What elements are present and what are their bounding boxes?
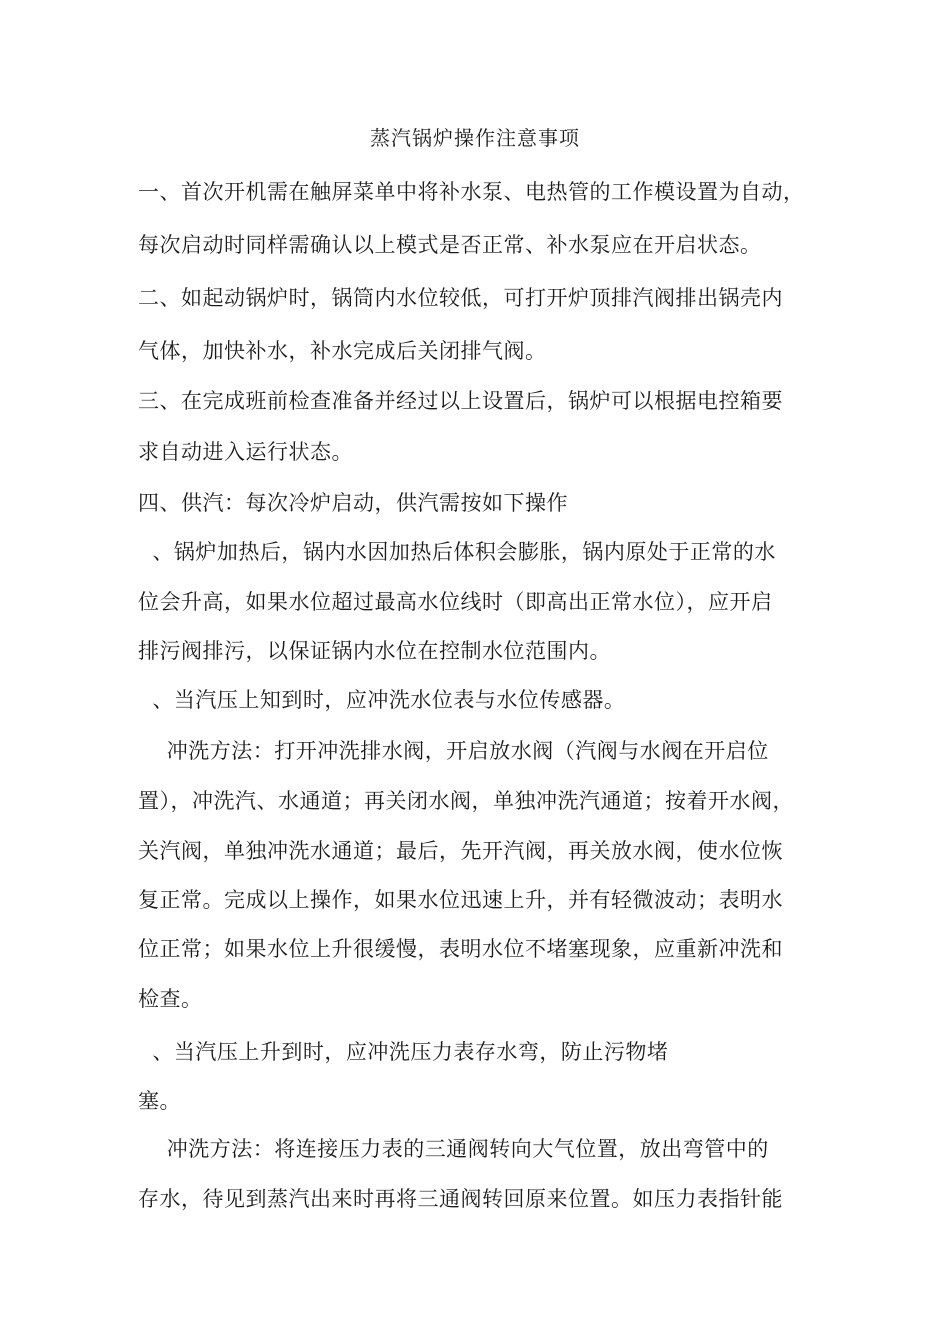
paragraph-line: 每次启动时同样需确认以上模式是否正常、补水泵应在开启状态。 xyxy=(138,233,762,257)
paragraph-line: 冲洗方法：将连接压力表的三通阀转向大气位置，放出弯管中的 xyxy=(138,1137,769,1161)
paragraph-line: 三、在完成班前检查准备并经过以上设置后，锅炉可以根据电控箱要 xyxy=(138,389,783,413)
document-title: 蒸汽锅炉操作注意事项 xyxy=(370,126,580,150)
paragraph-line: 排污阀排污，以保证锅内水位在控制水位范围内。 xyxy=(138,639,611,663)
paragraph-line: 关汽阀，单独冲洗水通道；最后，先开汽阀，再关放水阀，使水位恢 xyxy=(138,839,783,863)
paragraph-line: 检查。 xyxy=(138,987,203,1011)
paragraph-line: 、锅炉加热后，锅内水因加热后体积会膨胀，锅内原处于正常的水 xyxy=(138,540,776,564)
paragraph-line: 气体，加快补水，补水完成后关闭排气阀。 xyxy=(138,339,547,363)
paragraph-line: 位正常；如果水位上升很缓慢，表明水位不堵塞现象，应重新冲洗和 xyxy=(138,937,783,961)
paragraph-line: 求自动进入运行状态。 xyxy=(138,440,353,464)
paragraph-line: 、当汽压上知到时，应冲洗水位表与水位传感器。 xyxy=(138,688,626,712)
paragraph-line: 一、首次开机需在触屏菜单中将补水泵、电热管的工作模设置为自动， xyxy=(138,180,805,204)
paragraph-line: 塞。 xyxy=(138,1089,181,1113)
paragraph-line: 冲洗方法：打开冲洗排水阀，开启放水阀（汽阀与水阀在开启位 xyxy=(138,739,769,763)
paragraph-line: 存水，待见到蒸汽出来时再将三通阀转回原来位置。如压力表指针能 xyxy=(138,1187,783,1211)
paragraph-line: 二、如起动锅炉时，锅筒内水位较低，可打开炉顶排汽阀排出锅壳内 xyxy=(138,286,783,310)
paragraph-line: 复正常。完成以上操作，如果水位迅速上升，并有轻微波动；表明水 xyxy=(138,888,783,912)
paragraph-line: 位会升高，如果水位超过最高水位线时（即高出正常水位），应开启 xyxy=(138,590,773,614)
paragraph-line: 、当汽压上升到时，应冲洗压力表存水弯，防止污物堵 xyxy=(138,1040,669,1064)
paragraph-line: 置），冲洗汽、水通道；再关闭水阀，单独冲洗汽通道；按着开水阀， xyxy=(138,789,794,813)
paragraph-line: 四、供汽：每次冷炉启动，供汽需按如下操作 xyxy=(138,491,568,515)
